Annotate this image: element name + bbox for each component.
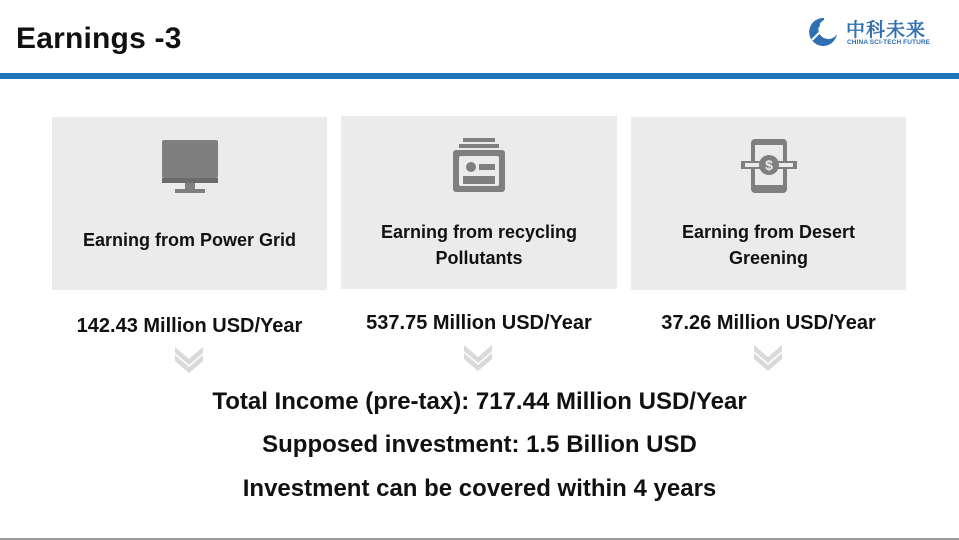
card-recycling bbox=[341, 116, 617, 289]
amount-desert-greening: 37.26 Million USD/Year bbox=[661, 312, 876, 334]
card-label: Earning from Desert Greening bbox=[681, 222, 856, 268]
svg-text:$: $ bbox=[764, 157, 773, 173]
tablet-dollar-icon bbox=[739, 137, 799, 200]
card-desert-greening bbox=[631, 117, 906, 290]
logo-english-text: CHINA SCI-TECH FUTURE bbox=[847, 39, 931, 46]
recycling-icon bbox=[449, 136, 509, 201]
card-label: Earning from Power Grid bbox=[82, 230, 297, 250]
card-power-grid bbox=[52, 117, 327, 290]
investment-text: Supposed investment: 1.5 Billion USD bbox=[262, 431, 697, 458]
chevron-down-icon bbox=[175, 347, 203, 373]
header-divider bbox=[0, 73, 959, 79]
slide-title: Earnings -3 bbox=[16, 22, 182, 55]
amount-recycling: 537.75 Million USD/Year bbox=[366, 312, 592, 334]
amount-power-grid: 142.43 Million USD/Year bbox=[76, 315, 303, 337]
chevron-down-icon bbox=[464, 345, 492, 371]
logo-swirl-icon bbox=[804, 14, 844, 48]
chevron-down-icon bbox=[754, 345, 782, 371]
payback-text: Investment can be covered within 4 years bbox=[242, 475, 717, 502]
logo-chinese-text: 中科未来 bbox=[846, 20, 927, 41]
card-label: Earning from recycling Pollutants bbox=[380, 222, 578, 268]
monitor-icon bbox=[161, 139, 219, 200]
company-logo bbox=[804, 14, 954, 48]
total-income-text: Total Income (pre-tax): 717.44 Million USD/Year bbox=[212, 388, 747, 415]
